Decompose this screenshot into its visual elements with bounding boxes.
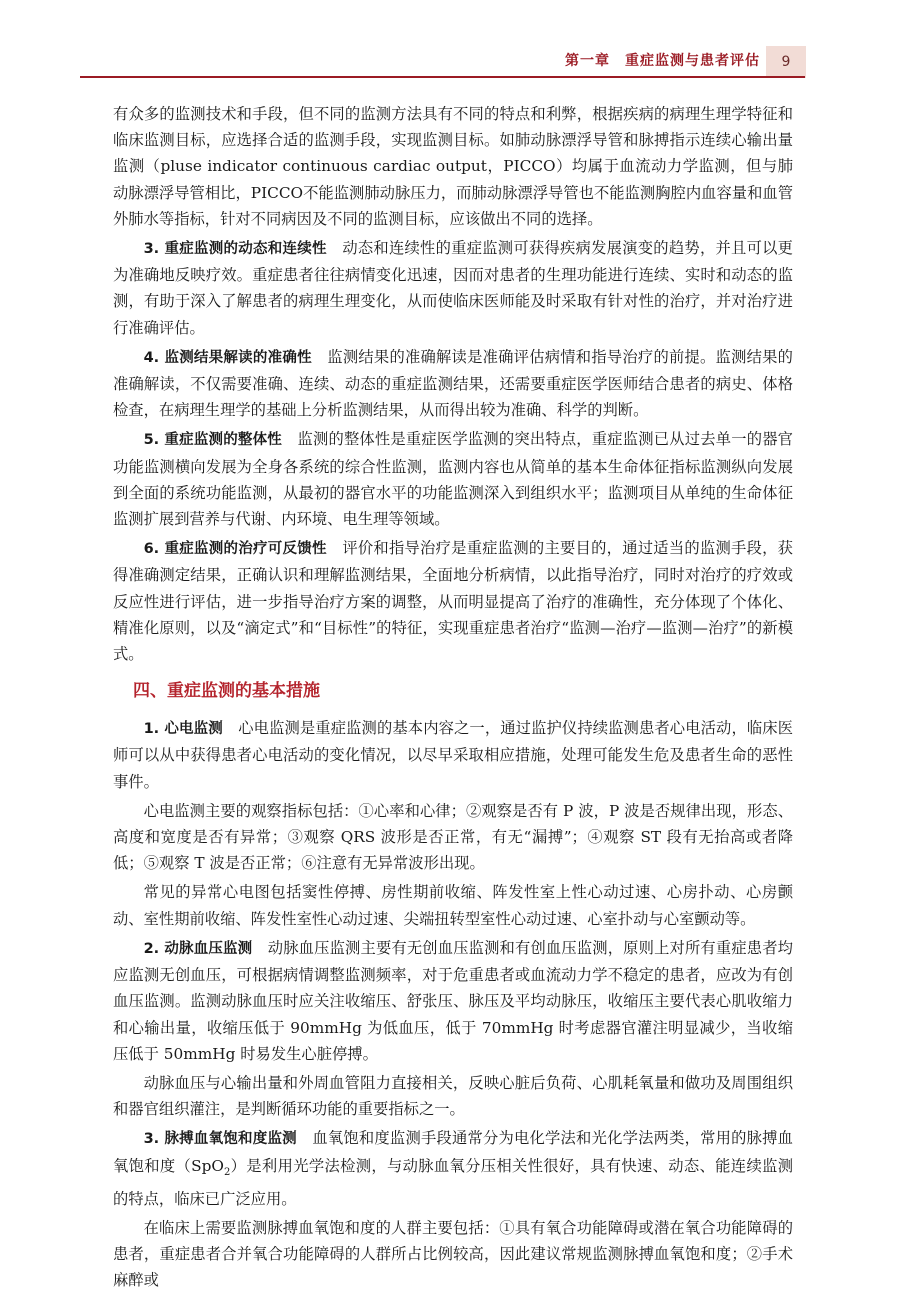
paragraph-lead: 3. 重症监测的动态和连续性: [143, 241, 327, 258]
paragraph-text: 动态和连续性的重症监测可获得疾病发展演变的趋势，并且可以更为准确地反映疗效。重症患者往往病情变化迅速，因而对患者的生理功能进行连续、实时和动态的监测，有助于深入了解患者的病理生理变化，从而使临床医师能及时采取有针对性的治疗，并对治疗进行准确评估。: [113, 239, 793, 337]
paragraph-text: 评价和指导治疗是重症监测的主要目的，通过适当的监测手段，获得准确测定结果，正确认识和理解监测结果，全面地分析病情，以此指导治疗，同时对治疗的疗效或反应性进行评估，进一步指导治疗方案的调整，从而明显提高了治疗的准确性，充分体现了个体化、精准化原则，以及“滴定式”和“目标性”的特征，实现重症患者治疗“监测—治疗—监测—治疗”的新模式。: [113, 539, 793, 664]
paragraph-lead: 5. 重症监测的整体性: [143, 432, 282, 449]
paragraph-lead: 6. 重症监测的治疗可反馈性: [143, 541, 327, 558]
paragraph-text: 监测的整体性是重症医学监测的突出特点，重症监测已从过去单一的器官功能监测横向发展为全身各系统的综合性监测，监测内容也从简单的基本生命体征指标监测纵向发展到全面的系统功能监测，从最初的器官水平的功能监测深入到组织水平；监测项目从单纯的生命体征监测扩展到营养与代谢、内环境、电生理等领域。: [113, 430, 793, 529]
header-rule: [80, 76, 805, 78]
paragraph-bp-monitoring: [113, 935, 793, 1067]
paragraph-text: 血氧饱和度监测手段通常分为电化学法和光化学法两类，常用的脉搏血氧饱和度（SpO: [113, 1129, 793, 1175]
chapter-title: 第一章 重症监测与患者评估: [565, 53, 760, 69]
paragraph-spo2-monitoring: [113, 1125, 793, 1212]
paragraph-lead: 3. 脉搏血氧饱和度监测: [143, 1131, 297, 1148]
paragraph-lead: 1. 心电监测: [143, 721, 223, 738]
paragraph-ecg-indicators: 心电监测主要的观察指标包括：①心率和心律；②观察是否有 P 波，P 波是否规律出现，形态、高度和宽度是否有异常；③观察 QRS 波形是否正常，有无“漏搏”；④观察 ST 段有无抬高或者降低；⑤观察 T 波是否正常；⑥注意有无异常波形出现。: [113, 801, 793, 873]
paragraph-integrity: [113, 426, 793, 532]
paragraph-text: 监测结果的准确解读是准确评估病情和指导治疗的前提。监测结果的准确解读，不仅需要准确、连续、动态的重症监测结果，还需要重症医学医师结合患者的病史、体格检查，在病理生理学的基础上分析监测结果，从而得出较为准确、科学的判断。: [113, 347, 793, 420]
paragraph-spo2-population: 在临床上需要监测脉搏血氧饱和度的人群主要包括：①具有氧合功能障碍或潜在氧合功能障碍的患者，重症患者合并氧合功能障碍的人群所占比例较高，因此建议常规监测脉搏血氧饱和度；②手术麻醉或: [113, 1218, 793, 1290]
page-header: [0, 46, 900, 76]
paragraph-text: 心电监测是重症监测的基本内容之一，通过监护仪持续监测患者心电活动，临床医师可以从中获得患者心电活动的变化情况，以尽早采取相应措施，处理可能发生危及患者生命的恶性事件。: [113, 719, 793, 791]
section-heading: 四、重症监测的基本措施: [133, 681, 320, 702]
paragraph-text: ）是利用光学法检测，与动脉血氧分压相关性很好，具有快速、动态、能连续监测的特点，临床已广泛应用。: [113, 1156, 793, 1208]
paragraph-ecg-monitoring: [113, 715, 793, 795]
paragraph-ecg-abnormal: 常见的异常心电图包括窦性停搏、房性期前收缩、阵发性室上性心动过速、心房扑动、心房颤动、室性期前收缩、阵发性室性心动过速、尖端扭转型室性心动过速、心室扑动与心室颤动等。: [113, 883, 793, 928]
paragraph-interpretation-accuracy: [113, 344, 793, 424]
paragraph-feedback: [113, 535, 793, 667]
paragraph-dynamic-continuity: [113, 235, 793, 341]
paragraph-bp-significance: 动脉血压与心输出量和外周血管阻力直接相关，反映心脏后负荷、心肌耗氧量和做功及周围组织和器官组织灌注，是判断循环功能的重要指标之一。: [113, 1073, 793, 1119]
subscript: 2: [223, 1166, 231, 1178]
paragraph-lead: 4. 监测结果解读的准确性: [143, 349, 312, 366]
paragraph-continuation: 有众多的监测技术和手段，但不同的监测方法具有不同的特点和利弊，根据疾病的病理生理学特征和临床监测目标，应选择合适的监测手段，实现监测目标。如肺动脉漂浮导管和脉搏指示连续心输出量监测（pluse indicator continuous cardiac output，PICCO）均属于血流动力学监测，但与肺动脉漂浮导管相比，PICCO不能监测肺动脉压力，而肺动脉漂浮导管也不能监测胸腔内血容量和血管外肺水等指标，针对不同病因及不同的监测目标，应该做出不同的选择。: [113, 105, 793, 228]
page-body: [113, 101, 793, 1294]
paragraph-text: 动脉血压监测主要有无创血压监测和有创血压监测，原则上对所有重症患者均应监测无创血压，可根据病情调整监测频率，对于危重患者或血流动力学不稳定的患者，应改为有创血压监测。监测动脉血压时应关注收缩压、舒张压、脉压及平均动脉压，收缩压主要代表心肌收缩力和心输出量，收缩压低于 90mmHg 为低血压，低于 70mmHg 时考虑器官灌注明显减少，当收缩压低于 50mmHg 时易发生心脏停搏。: [113, 938, 793, 1063]
paragraph-lead: 2. 动脉血压监测: [143, 940, 253, 957]
page-number: 9: [766, 46, 806, 78]
